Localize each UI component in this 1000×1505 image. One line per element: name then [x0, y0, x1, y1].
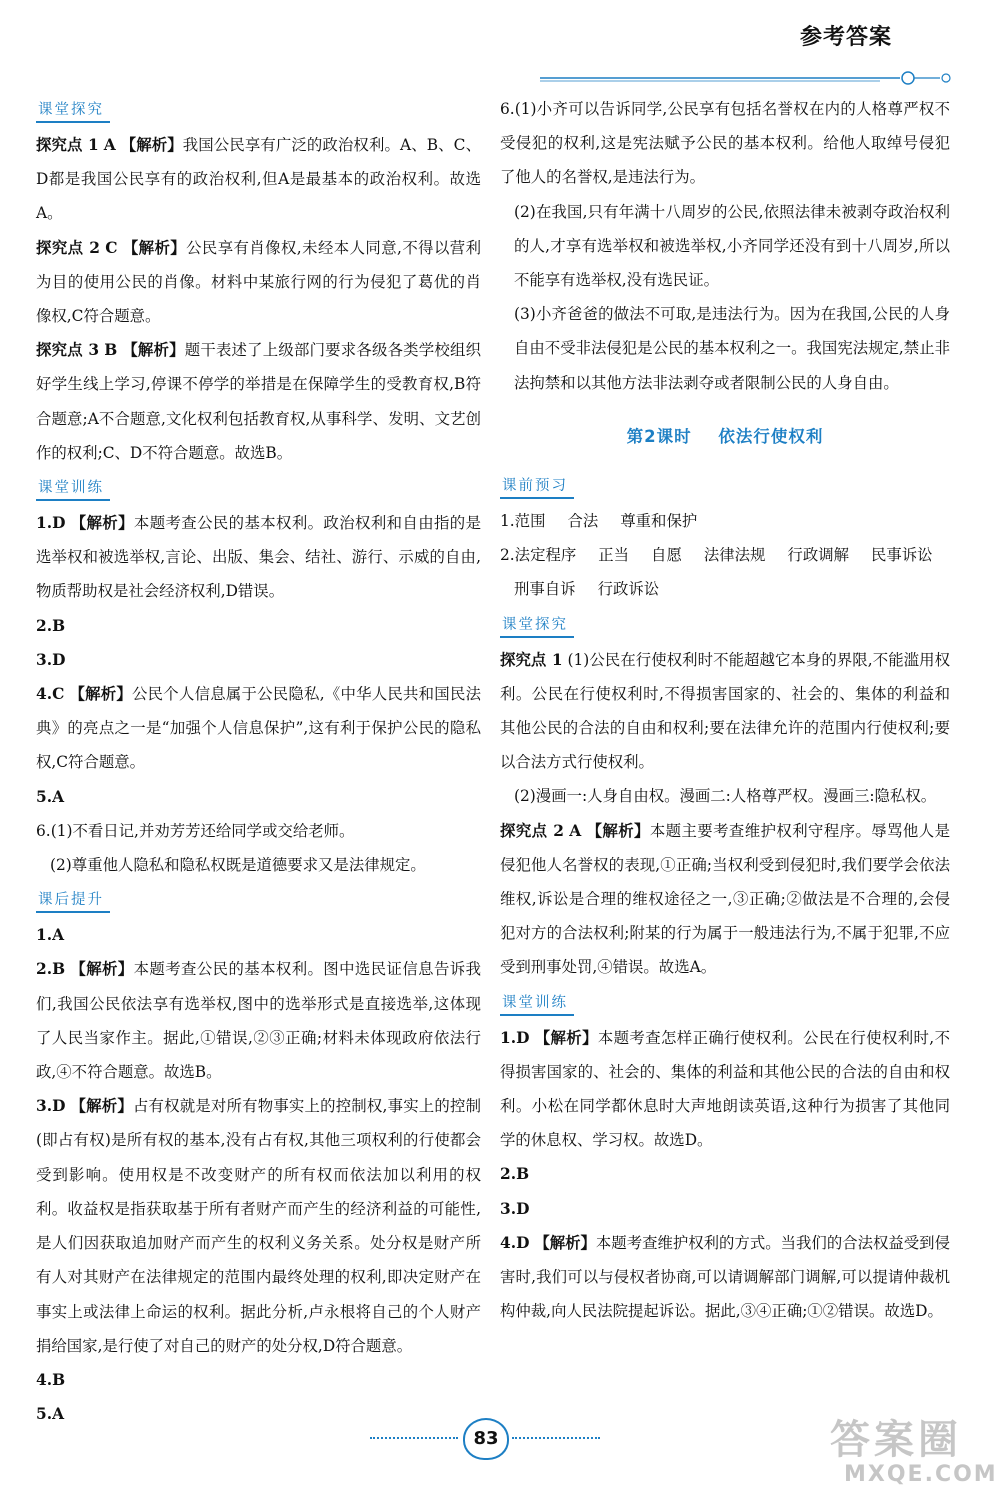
page-number: 83	[463, 1418, 509, 1460]
section-title: 课堂探究	[500, 615, 574, 638]
answer-item: 1.范围 合法 尊重和保护	[500, 512, 698, 531]
answer-item: 4.C 【解析】公民个人信息属于公民隐私,《中华人民共和国民法典》的亮点之一是“加强个人信息保护”,这有利于保护公民的隐私权,C符合题意。	[36, 685, 481, 772]
section-title: 课后提升	[36, 890, 110, 913]
answer-item: 3.D 【解析】占有权就是对所有物事实上的控制权,事实上的控制(即占有权)是所有权的基本,没有占有权,其他三项权利的行使都会受到影响。使用权是不改变财产的所有权而依法加以利用的权利。收益权是指获取基于所有者财产而产生的经济利益的可能性,是人们因获取追加财产而产生的权利义务关系。处分权是财产所有人对其财产在法律规定的范围内最终处理的权利,即决定财产在事实上或法律上命运的权利。据此分析,卢永根将自己的个人财产捐给国家,是行使了对自己的财产的处分权,D符合题意。	[36, 1097, 481, 1355]
answer-subitem: (3)小齐爸爸的做法不可取,是违法行为。因为在我国,公民的人身自由不受非法侵犯是公民的基本权利之一。我国宪法规定,禁止非法拘禁和以其他方法非法剥夺或者限制公民的人身自由。	[514, 305, 950, 392]
lesson-number: 第2课时	[626, 426, 692, 446]
answer-item: 1.A	[36, 926, 65, 945]
header-title: 参考答案	[800, 25, 893, 50]
answer-item: 5.A	[36, 1405, 65, 1424]
left-column	[36, 92, 481, 1431]
answer-item: 1.D 【解析】本题考查公民的基本权利。政治权利和自由指的是选举权和被选举权,言论、出版、集会、结社、游行、示威的自由,物质帮助权是社会经济权利,D错误。	[36, 514, 481, 601]
lesson-title	[500, 420, 950, 454]
section-title: 课堂训练	[36, 478, 110, 501]
section-title: 课堂探究	[36, 100, 110, 123]
right-column	[500, 92, 950, 1329]
answer-item: 2.B 【解析】本题考查公民的基本权利。图中选民证信息告诉我们,我国公民依法享有选举权,图中的选举形式是直接选举,这体现了人民当家作主。据此,①错误,②③正确;材料未体现政府依法行政,④不符合题意。故选B。	[36, 960, 481, 1082]
watermark-logo	[830, 1417, 998, 1498]
answer-item: 探究点 2 A 【解析】本题主要考查维护权利守程序。辱骂他人是侵犯他人名誉权的表现,①正确;当权利受到侵犯时,我们要学会依法维权,诉讼是合理的维权途径之一,③正确;②做法是不合理的,会侵犯对方的合法权利;附某的行为属于一般违法行为,不属于犯罪,不应受到刑事处罚,④错误。故选A。	[500, 821, 950, 977]
answer-subitem: (2)尊重他人隐私和隐私权既是道德要求又是法律规定。	[50, 856, 426, 875]
answer-item: 1.D 【解析】本题考查怎样正确行使权利。公民在行使权利时,不得损害国家的、社会的、集体的利益和其他公民的合法的自由和权利。小松在同学都休息时大声地朗读英语,这种行为损害了其他同学的休息权、学习权。故选D。	[500, 1028, 950, 1150]
header-ornament	[540, 70, 960, 90]
lesson-name: 依法行使权利	[718, 426, 824, 446]
answer-item: 2.法定程序 正当 自愿 法律法规 行政调解 民事诉讼	[500, 546, 933, 565]
answer-item: 探究点 3 B 【解析】题干表述了上级部门要求各级各类学校组织好学生线上学习,停课不停学的举措是在保障学生的受教育权,B符合题意;A不合题意,文化权利包括教育权,从事科学、发明、文艺创作的权利;C、D不符合题意。故选B。	[36, 341, 481, 462]
section-title: 课堂训练	[500, 993, 574, 1016]
answer-subitem: (2)在我国,只有年满十八周岁的公民,依照法律未被剥夺政治权利的人,才享有选举权和被选举权,小齐同学还没有到十八周岁,所以不能享有选举权,没有选民证。	[514, 202, 950, 290]
footer-dots-left	[370, 1437, 458, 1441]
watermark-text: 答案圈	[830, 1417, 962, 1463]
answer-item: 6.(1)小齐可以告诉同学,公民享有包括名誉权在内的人格尊严权不受侵犯的权利,这是宪法赋予公民的基本权利。给他人取绰号侵犯了他人的名誉权,是违法行为。	[500, 100, 950, 187]
answer-item: 4.B	[36, 1370, 66, 1389]
footer-dots-right	[512, 1437, 600, 1441]
answer-item: 2.B	[500, 1165, 530, 1184]
answer-item: 6.(1)不看日记,并劝芳芳还给同学或交给老师。	[36, 821, 355, 840]
answer-subitem: (2)漫画一:人身自由权。漫画二:人格尊严权。漫画三:隐私权。	[514, 787, 937, 806]
answer-item: 4.D 【解析】本题考查维护权利的方式。当我们的合法权益受到侵害时,我们可以与侵权者协商,可以请调解部门调解,可以提请仲裁机构仲裁,向人民法院提起诉讼。据此,③④正确;①②错误。故选D。	[500, 1233, 950, 1321]
watermark-url: MXQE.COM	[844, 1462, 998, 1487]
section-title: 课前预习	[500, 476, 574, 499]
answer-item: 3.D	[500, 1199, 530, 1218]
answer-item: 探究点 1 A 【解析】我国公民享有广泛的政治权利。A、B、C、D都是我国公民享有的政治权利,但A是最基本的政治权利。故选A。	[36, 136, 481, 223]
answer-item: 3.D	[36, 650, 66, 669]
answer-item: 探究点 1 (1)公民在行使权利时不能超越它本身的界限,不能滥用权利。公民在行使权利时,不得损害国家的、社会的、集体的利益和其他公民的合法的自由和权利;要在法律允许的范围内行使权利;要以合法方式行使权利。	[500, 650, 950, 772]
answer-item: 刑事自诉 行政诉讼	[514, 580, 660, 599]
answer-item: 探究点 2 C 【解析】公民享有肖像权,未经本人同意,不得以营利为目的使用公民的肖像。材料中某旅行网的行为侵犯了葛优的肖像权,C符合题意。	[36, 238, 481, 326]
answer-item: 5.A	[36, 787, 65, 806]
answer-item: 2.B	[36, 616, 66, 635]
